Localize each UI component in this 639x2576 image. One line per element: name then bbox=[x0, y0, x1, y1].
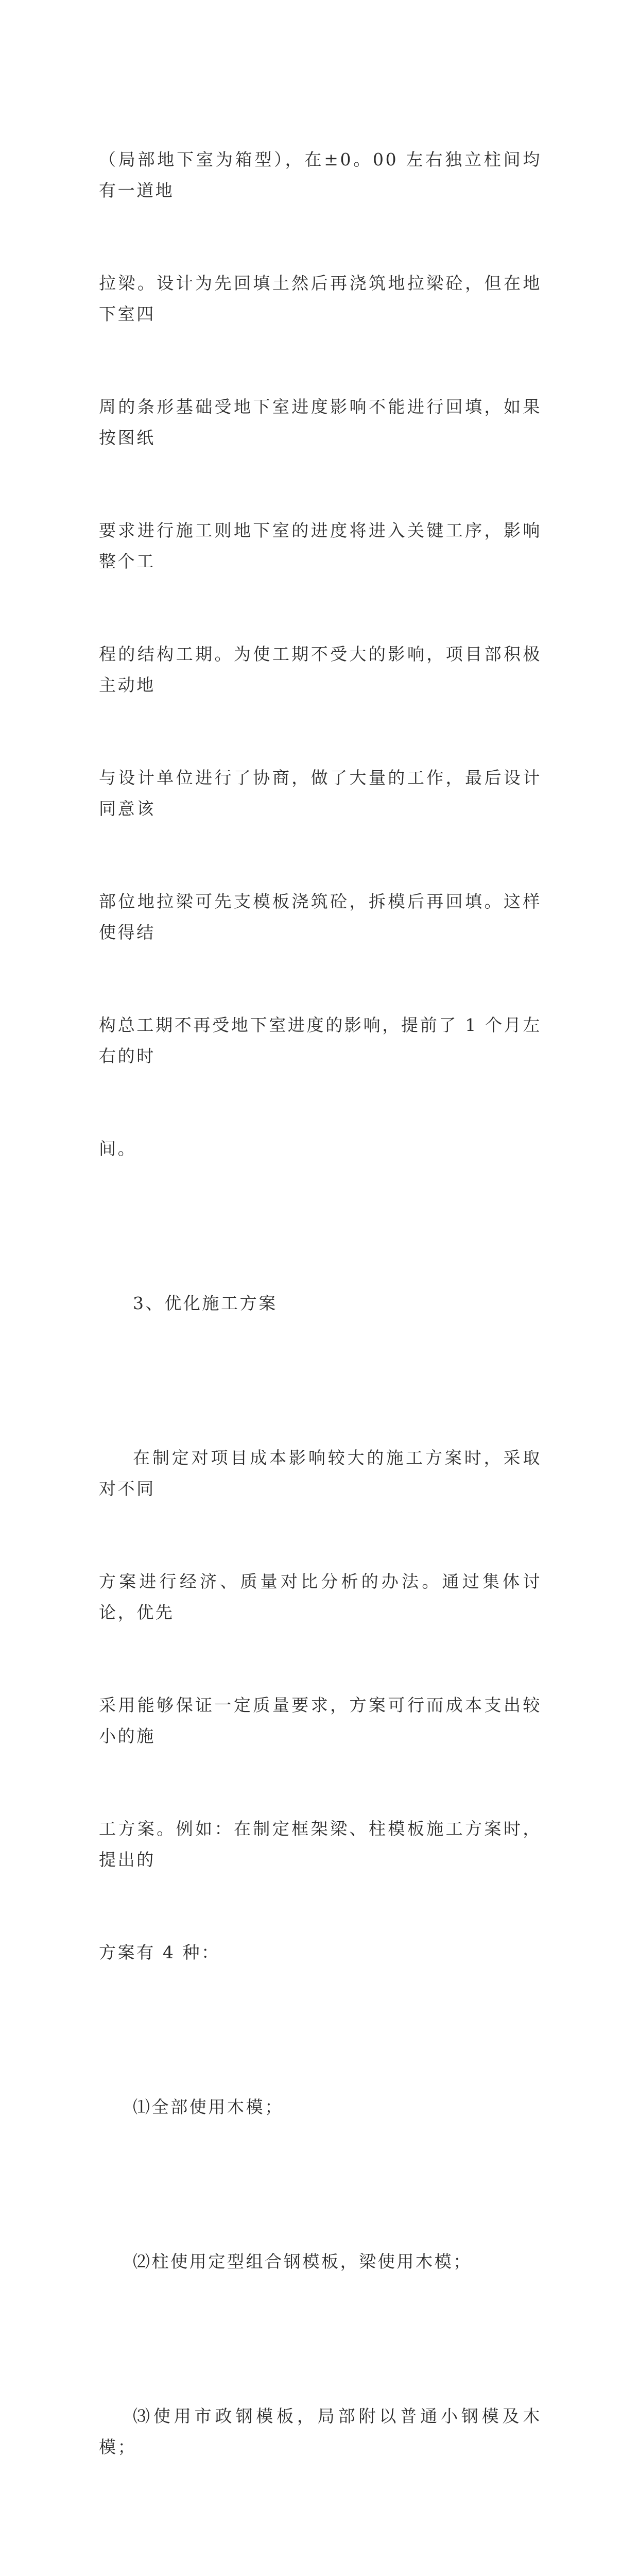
text-line: 与设计单位进行了协商，做了大量的工作，最后设计同意该 bbox=[99, 768, 542, 819]
list-item-option-2 bbox=[99, 2184, 542, 2339]
list-item-option-1 bbox=[99, 2030, 542, 2184]
text-line: 拉梁。设计为先回填土然后再浇筑地拉梁砼，但在地下室四 bbox=[99, 273, 542, 324]
text-line: 要求进行施工则地下室的进度将进入关键工序，影响整个工 bbox=[99, 520, 542, 571]
list-item-text: ⑵柱使用定型组合钢模板，梁使用木模； bbox=[133, 2251, 472, 2272]
text-line: 方案有 4 种： bbox=[99, 1942, 220, 1962]
text-line: 程的结构工期。为使工期不受大的影响，项目部积极主动地 bbox=[99, 644, 542, 695]
list-item-option-3 bbox=[99, 2339, 542, 2524]
paragraph-construction-plan bbox=[99, 1381, 542, 2030]
heading-text: 3、优化施工方案 bbox=[133, 1293, 278, 1313]
text-line: 周的条形基础受地下室进度影响不能进行回填，如果按图纸 bbox=[99, 397, 542, 448]
list-item-option-4 bbox=[99, 2524, 542, 2576]
paragraph-basement-tie-beam bbox=[99, 82, 542, 1226]
text-line: 方案进行经济、质量对比分析的办法。通过集体讨论，优先 bbox=[99, 1571, 542, 1622]
text-line: 在制定对项目成本影响较大的施工方案时，采取对不同 bbox=[99, 1448, 542, 1499]
text-line: 构总工期不再受地下室进度的影响，提前了 1 个月左右的时 bbox=[99, 1015, 542, 1066]
document-body bbox=[99, 82, 542, 2576]
section-heading bbox=[99, 1226, 542, 1381]
text-line: 间。 bbox=[99, 1139, 137, 1159]
list-item-text: ⑶使用市政钢模板，局部附以普通小钢模及木模； bbox=[99, 2406, 542, 2457]
text-line: 部位地拉梁可先支模板浇筑砼，拆模后再回填。这样使得结 bbox=[99, 891, 542, 942]
text-line: 采用能够保证一定质量要求，方案可行而成本支出较小的施 bbox=[99, 1695, 542, 1746]
text-line: 工方案。例如：在制定框架梁、柱模板施工方案时，提出的 bbox=[99, 1819, 542, 1870]
list-item-text: ⑴全部使用木模； bbox=[133, 2097, 284, 2117]
text-line: （局部地下室为箱型），在±0。00 左右独立柱间均有一道地 bbox=[99, 149, 542, 200]
